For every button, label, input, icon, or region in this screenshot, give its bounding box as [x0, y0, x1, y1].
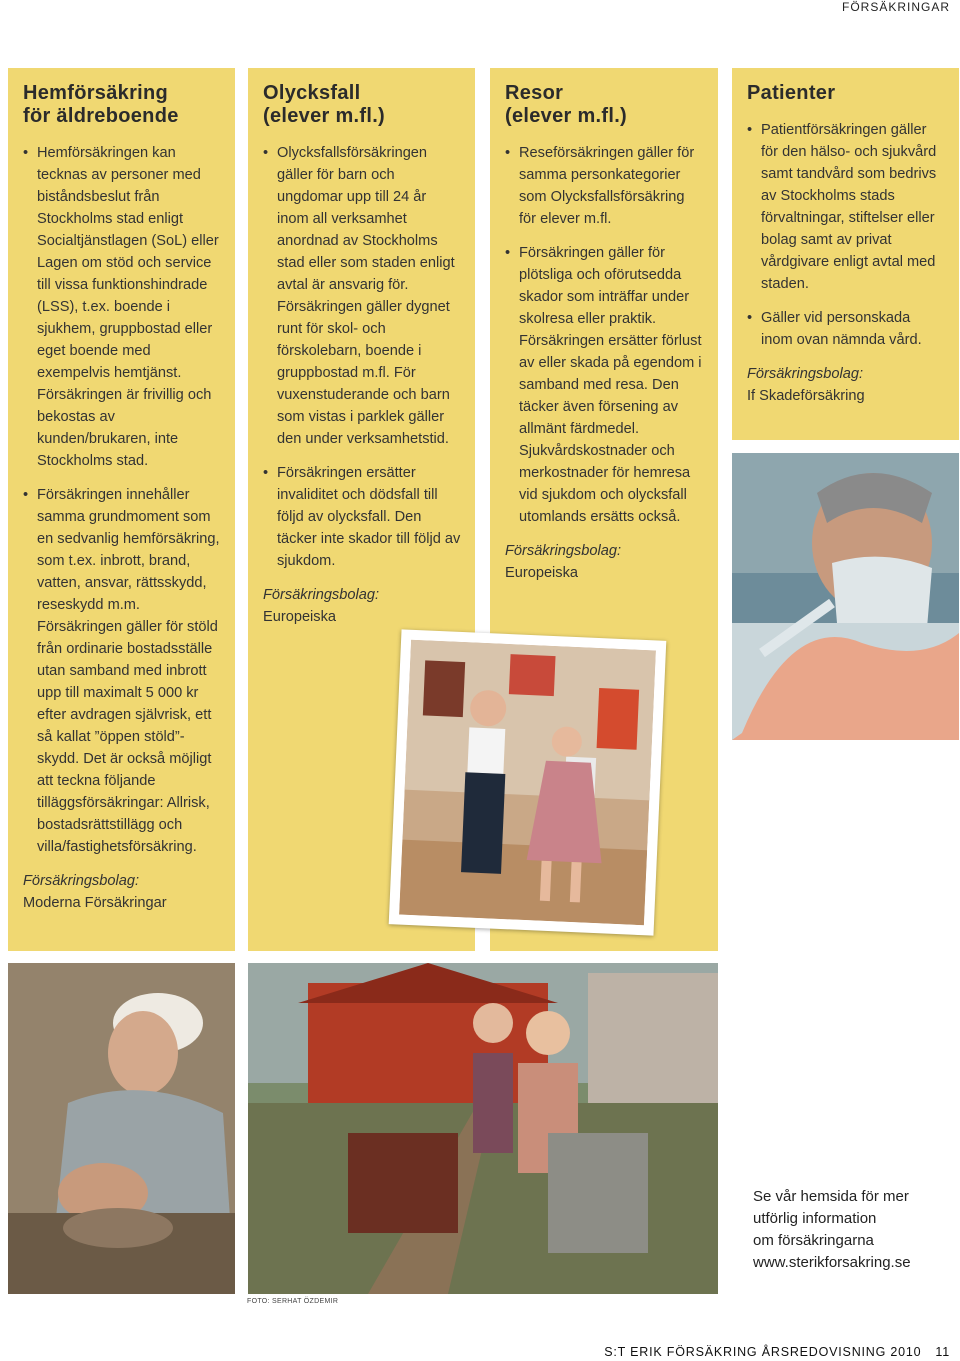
section-label: FÖRSÄKRINGAR [841, 0, 950, 14]
photo-credit: FOTO: SERHAT ÖZDEMIR [247, 1298, 339, 1305]
dentist-photo [732, 453, 959, 740]
website-note: Se vår hemsida för mer utförlig information om försäkringarna www.sterikforsakring.se [753, 1186, 953, 1274]
column-title: Hemförsäkring för äldreboende [23, 82, 179, 127]
bullet-item: • Olycksfallsförsäkringen gäller för barn och ungdomar upp till 24 år inom all verksamhet anordnad av Stockholms stad eller som staden enligt avtal är ansvarig för. Försäkringen gäller dygnet runt för skol- och förskolebarn, boende i gruppbostad m.fl. För vuxenstuderande och barn som vistas i parklek gäller den under verksamhetstid. [263, 142, 461, 450]
bullet-item: • Försäkringen gäller för plötsliga och oförutsedda skador som inträffar under skolresa eller praktik. Försäkringen ersätter förlust av eller skada på egendom i samband med resa. Den täcker även försening av allmänt färdmedel. Sjukvårdskostnader och merkostnader för hemresa vid sjukdom och olycksfall utomlands ersätts också. [505, 242, 704, 528]
column-patient-insurance [732, 68, 959, 440]
insurer-label: Försäkringsbolag: [747, 366, 863, 382]
elderly-man-photo [8, 963, 235, 1294]
column-home-insurance [8, 68, 235, 951]
insurer-label: Försäkringsbolag: [505, 543, 621, 559]
insurer-name: If Skadeförsäkring [747, 388, 865, 404]
bullet-item: • Försäkringen innehåller samma grundmoment som en sedvanlig hemförsäkring, som t.ex. inbrott, brand, vatten, ansvar, rättsskydd, reseskydd m.m. Försäkringen gäller för stöld från ordinarie bostadsställe utan samband med inbrott upp till maximalt 5 000 kr efter avdragen självrisk, ett så kallat ”öppen stöld”-skydd. Det är också möjligt att teckna följande tilläggsförsäkringar: Allrisk, bostadsrättstillägg och villa/fastighetsförsäkring. [23, 484, 221, 858]
bullet-item: • Reseförsäkringen gäller för samma personkategorier som Olycksfallsförsäkring för elever m.fl. [505, 142, 704, 230]
column-title: Olycksfall (elever m.fl.) [263, 82, 386, 127]
bullet-item: • Försäkringen ersätter invaliditet och dödsfall till följd av olycksfall. Den täcker inte skador till följd av sjukdom. [263, 462, 461, 572]
kids-suitcases-photo [248, 963, 718, 1294]
insurer-name: Europeiska [263, 609, 337, 625]
bullet-item: • Hemförsäkringen kan tecknas av personer med biståndsbeslut från Stockholms stad enligt Socialtjänstlagen (SoL) eller Lagen om stöd och service till vissa funktionshindrade (LSS), t.ex. boende i sjukhem, gruppbostad eller eget boende med exempelvis hemtjänst. Försäkringen är frivillig och bekostas av kunden/brukaren, inte Stockholms stad. [23, 142, 221, 472]
column-title: Resor (elever m.fl.) [505, 82, 628, 127]
insurer-name: Europeiska [505, 565, 579, 581]
kids-dancing-photo [389, 629, 667, 935]
column-title: Patienter [747, 82, 836, 104]
insurer-label: Försäkringsbolag: [263, 587, 379, 603]
website-link[interactable]: www.sterikforsakring.se [753, 1254, 911, 1271]
insurer-label: Försäkringsbolag: [23, 873, 139, 889]
publication-title: S:T ERIK FÖRSÄKRING ÅRSREDOVISNING 2010 [604, 1345, 922, 1359]
bullet-item: • Gäller vid personskada inom ovan nämnda vård. [747, 307, 945, 351]
insurer-name: Moderna Försäkringar [23, 895, 167, 911]
bullet-item: • Patientförsäkringen gäller för den hälso- och sjukvård samt tandvård som bedrivs av Stockholms stads förvaltningar, stiftelser eller bolag samt av privat vårdgivare enligt avtal med staden. [747, 119, 945, 295]
page-footer [604, 1345, 950, 1359]
page-number: 11 [935, 1345, 950, 1359]
